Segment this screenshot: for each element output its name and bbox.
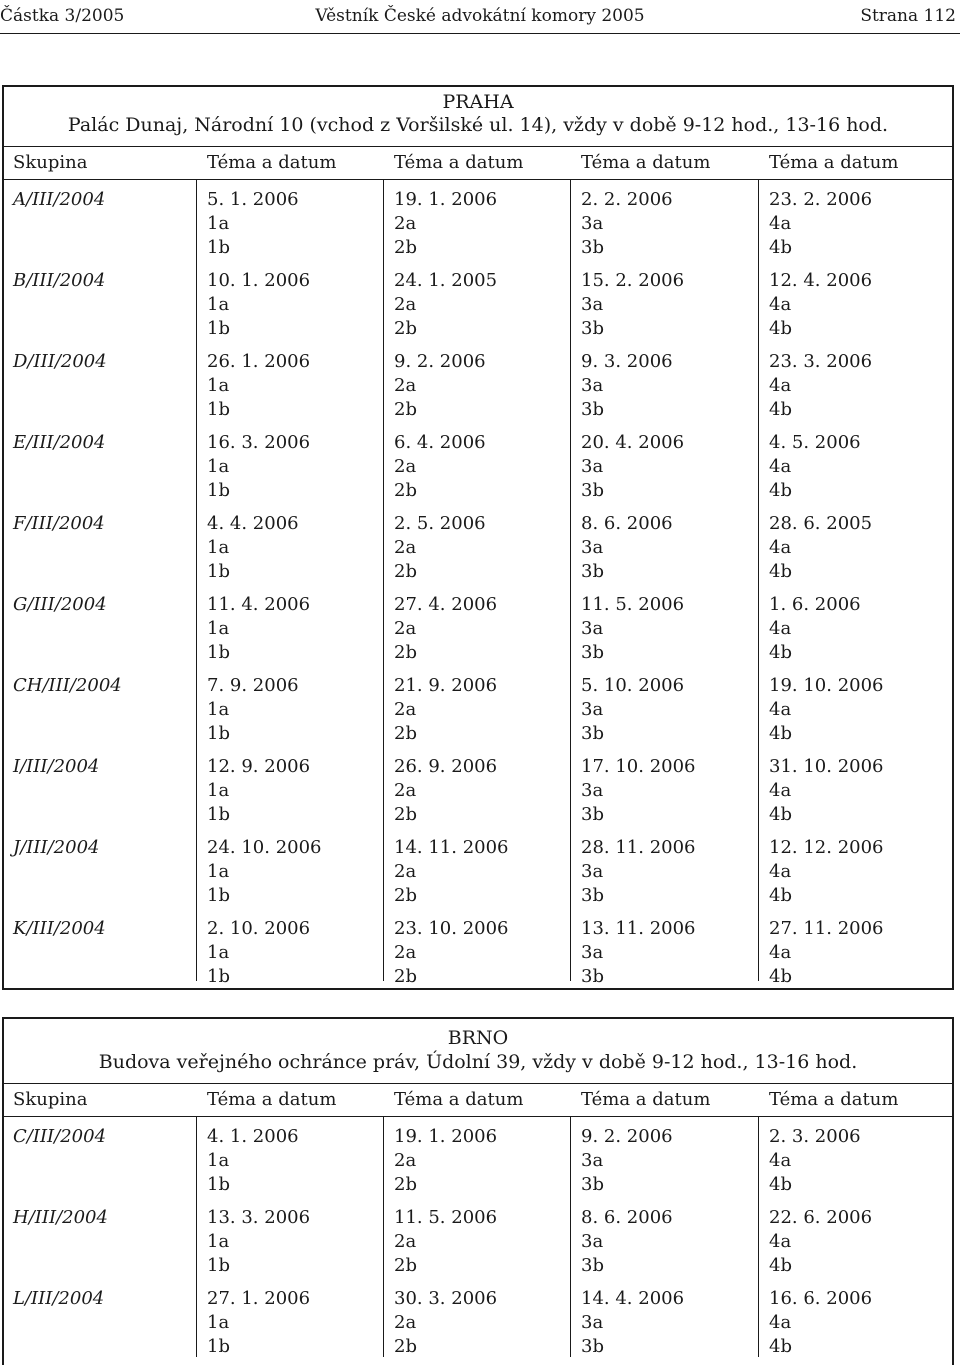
session-date: 12. 4. 2006	[769, 270, 873, 291]
topic-cell	[394, 836, 509, 908]
session-date: 9. 3. 2006	[581, 351, 673, 372]
session-part: 4b	[769, 966, 792, 987]
session-date: 8. 6. 2006	[581, 1207, 673, 1228]
session-part: 2a	[394, 213, 417, 234]
topic-cell	[207, 350, 310, 422]
group-code: D/III/2004	[13, 351, 107, 372]
topic-cell	[769, 1287, 872, 1359]
session-part: 2a	[394, 780, 417, 801]
column-header: Skupina	[13, 152, 88, 173]
session-part: 2b	[394, 642, 417, 663]
issue-number: Částka 3/2005	[0, 6, 125, 26]
session-date: 21. 9. 2006	[394, 675, 498, 696]
column-header: Téma a datum	[769, 1089, 899, 1110]
session-part: 2b	[394, 966, 417, 987]
session-part: 1a	[207, 942, 230, 963]
session-date: 10. 1. 2006	[207, 270, 311, 291]
session-part: 4b	[769, 642, 792, 663]
topic-cell	[769, 674, 884, 746]
session-part: 4a	[769, 1231, 792, 1252]
topic-cell	[769, 836, 884, 908]
session-date: 23. 10. 2006	[394, 918, 509, 939]
session-part: 4a	[769, 942, 792, 963]
table-row	[4, 917, 952, 998]
table-subtitle: Palác Dunaj, Národní 10 (vchod z Voršilské ul. 14), vždy v době 9-12 hod., 13-16 hod.	[67, 114, 889, 136]
topic-cell	[207, 269, 310, 341]
session-part: 1a	[207, 375, 230, 396]
topic-cell	[769, 1206, 872, 1278]
header-row	[4, 146, 952, 180]
page-number: Strana 112	[860, 6, 956, 26]
topic-cell	[769, 1125, 861, 1197]
session-part: 1b	[207, 642, 230, 663]
brno-schedule-table	[2, 1017, 954, 1365]
session-date: 5. 1. 2006	[207, 189, 299, 210]
session-part: 2b	[394, 1174, 417, 1195]
session-date: 8. 6. 2006	[581, 513, 673, 534]
column-header: Téma a datum	[394, 1089, 524, 1110]
group-code: C/III/2004	[13, 1126, 107, 1147]
session-part: 2b	[394, 480, 417, 501]
session-date: 13. 3. 2006	[207, 1207, 311, 1228]
session-part: 3a	[581, 1312, 604, 1333]
session-part: 2a	[394, 861, 417, 882]
session-date: 9. 2. 2006	[394, 351, 486, 372]
session-date: 2. 10. 2006	[207, 918, 311, 939]
session-part: 4b	[769, 318, 792, 339]
session-part: 3b	[581, 1255, 604, 1276]
session-part: 3b	[581, 804, 604, 825]
session-date: 27. 1. 2006	[207, 1288, 311, 1309]
session-part: 1b	[207, 885, 230, 906]
topic-cell	[769, 917, 884, 989]
topic-cell	[769, 269, 872, 341]
session-date: 19. 10. 2006	[769, 675, 884, 696]
topic-cell	[769, 512, 872, 584]
session-part: 1b	[207, 561, 230, 582]
column-header: Téma a datum	[581, 1089, 711, 1110]
column-header: Téma a datum	[394, 152, 524, 173]
table-row	[4, 269, 952, 350]
session-part: 2b	[394, 1336, 417, 1357]
table-row	[4, 350, 952, 431]
session-part: 1a	[207, 861, 230, 882]
session-part: 4a	[769, 375, 792, 396]
session-part: 1a	[207, 699, 230, 720]
session-date: 23. 3. 2006	[769, 351, 873, 372]
session-part: 1b	[207, 318, 230, 339]
session-date: 19. 1. 2006	[394, 1126, 498, 1147]
session-part: 1a	[207, 1231, 230, 1252]
session-date: 9. 2. 2006	[581, 1126, 673, 1147]
group-code: I/III/2004	[13, 756, 100, 777]
column-divider	[758, 1117, 759, 1357]
topic-cell	[207, 188, 299, 260]
session-date: 27. 11. 2006	[769, 918, 884, 939]
session-part: 4a	[769, 618, 792, 639]
session-date: 17. 10. 2006	[581, 756, 696, 777]
session-part: 3b	[581, 561, 604, 582]
session-part: 2a	[394, 618, 417, 639]
session-date: 28. 11. 2006	[581, 837, 696, 858]
session-part: 2b	[394, 318, 417, 339]
column-header: Téma a datum	[769, 152, 899, 173]
session-date: 2. 5. 2006	[394, 513, 486, 534]
session-part: 3a	[581, 1150, 604, 1171]
session-part: 3a	[581, 537, 604, 558]
session-date: 22. 6. 2006	[769, 1207, 873, 1228]
table-row	[4, 1287, 952, 1368]
session-part: 2a	[394, 942, 417, 963]
session-date: 1. 6. 2006	[769, 594, 861, 615]
topic-cell	[581, 917, 696, 989]
topic-cell	[207, 1125, 299, 1197]
column-divider	[196, 180, 197, 981]
session-part: 1a	[207, 1312, 230, 1333]
session-part: 4a	[769, 861, 792, 882]
session-part: 4b	[769, 480, 792, 501]
session-date: 4. 1. 2006	[207, 1126, 299, 1147]
session-part: 1a	[207, 780, 230, 801]
group-code: B/III/2004	[13, 270, 106, 291]
session-part: 3a	[581, 861, 604, 882]
session-date: 11. 5. 2006	[581, 594, 685, 615]
topic-cell	[394, 269, 497, 341]
table-row	[4, 431, 952, 512]
topic-cell	[394, 917, 509, 989]
session-date: 4. 5. 2006	[769, 432, 861, 453]
topic-cell	[207, 917, 310, 989]
topic-cell	[769, 188, 872, 260]
session-part: 2b	[394, 885, 417, 906]
session-part: 1b	[207, 723, 230, 744]
session-part: 3b	[581, 642, 604, 663]
column-divider	[758, 180, 759, 981]
session-part: 4a	[769, 213, 792, 234]
group-code: F/III/2004	[13, 513, 105, 534]
table-row	[4, 1125, 952, 1206]
table-row	[4, 188, 952, 269]
topic-cell	[581, 836, 696, 908]
session-part: 3a	[581, 213, 604, 234]
topic-cell	[394, 1206, 497, 1278]
session-part: 3b	[581, 399, 604, 420]
column-header: Téma a datum	[581, 152, 711, 173]
session-part: 1b	[207, 1336, 230, 1357]
column-divider	[570, 180, 571, 981]
session-date: 5. 10. 2006	[581, 675, 685, 696]
session-part: 2a	[394, 537, 417, 558]
group-code: H/III/2004	[13, 1207, 108, 1228]
session-part: 2a	[394, 1150, 417, 1171]
session-date: 14. 4. 2006	[581, 1288, 685, 1309]
session-part: 3a	[581, 294, 604, 315]
topic-cell	[769, 431, 861, 503]
session-part: 4b	[769, 1255, 792, 1276]
topic-cell	[581, 1125, 673, 1197]
session-part: 2b	[394, 561, 417, 582]
session-part: 4a	[769, 456, 792, 477]
topic-cell	[394, 593, 497, 665]
topic-cell	[769, 755, 884, 827]
session-part: 1a	[207, 1150, 230, 1171]
topic-cell	[394, 512, 486, 584]
topic-cell	[581, 1206, 673, 1278]
session-part: 1a	[207, 537, 230, 558]
session-part: 1b	[207, 804, 230, 825]
session-part: 1a	[207, 213, 230, 234]
session-part: 2a	[394, 1312, 417, 1333]
column-divider	[570, 1117, 571, 1357]
topic-cell	[207, 1206, 310, 1278]
session-part: 4a	[769, 1150, 792, 1171]
topic-cell	[581, 674, 684, 746]
session-date: 16. 6. 2006	[769, 1288, 873, 1309]
session-date: 4. 4. 2006	[207, 513, 299, 534]
session-part: 1b	[207, 237, 230, 258]
column-divider	[383, 180, 384, 981]
session-part: 3a	[581, 699, 604, 720]
session-date: 26. 1. 2006	[207, 351, 311, 372]
session-part: 3a	[581, 456, 604, 477]
session-date: 24. 1. 2005	[394, 270, 498, 291]
session-date: 2. 2. 2006	[581, 189, 673, 210]
session-part: 2b	[394, 1255, 417, 1276]
table-row	[4, 1206, 952, 1287]
table-title: BRNO	[447, 1027, 509, 1049]
session-date: 20. 4. 2006	[581, 432, 685, 453]
session-date: 14. 11. 2006	[394, 837, 509, 858]
topic-cell	[207, 755, 310, 827]
session-part: 3b	[581, 885, 604, 906]
topic-cell	[207, 674, 299, 746]
session-date: 6. 4. 2006	[394, 432, 486, 453]
session-date: 11. 4. 2006	[207, 594, 311, 615]
session-part: 4b	[769, 561, 792, 582]
topic-cell	[581, 431, 684, 503]
topic-cell	[581, 1287, 684, 1359]
session-date: 12. 9. 2006	[207, 756, 311, 777]
session-date: 16. 3. 2006	[207, 432, 311, 453]
topic-cell	[581, 269, 684, 341]
session-part: 3a	[581, 942, 604, 963]
table-row	[4, 512, 952, 593]
topic-cell	[581, 755, 696, 827]
session-part: 2b	[394, 399, 417, 420]
topic-cell	[207, 593, 310, 665]
session-part: 3a	[581, 1231, 604, 1252]
session-part: 1a	[207, 456, 230, 477]
column-divider	[383, 1117, 384, 1357]
column-header: Skupina	[13, 1089, 88, 1110]
session-part: 3b	[581, 318, 604, 339]
session-part: 4a	[769, 699, 792, 720]
topic-cell	[394, 431, 486, 503]
topic-cell	[394, 674, 497, 746]
topic-cell	[394, 1287, 497, 1359]
session-part: 1b	[207, 966, 230, 987]
topic-cell	[581, 512, 673, 584]
session-part: 3a	[581, 375, 604, 396]
topic-cell	[581, 188, 673, 260]
session-part: 2a	[394, 294, 417, 315]
table-row	[4, 593, 952, 674]
session-part: 1a	[207, 618, 230, 639]
session-part: 1b	[207, 1255, 230, 1276]
session-date: 23. 2. 2006	[769, 189, 873, 210]
session-part: 4b	[769, 237, 792, 258]
table-row	[4, 836, 952, 917]
session-part: 3b	[581, 966, 604, 987]
session-part: 3b	[581, 723, 604, 744]
topic-cell	[207, 512, 299, 584]
header-rule	[0, 33, 960, 34]
session-part: 3b	[581, 1174, 604, 1195]
session-part: 4b	[769, 1174, 792, 1195]
session-part: 4b	[769, 885, 792, 906]
journal-title: Věstník České advokátní komory 2005	[315, 6, 645, 26]
session-part: 2b	[394, 237, 417, 258]
session-part: 2b	[394, 804, 417, 825]
session-part: 4b	[769, 723, 792, 744]
group-code: K/III/2004	[13, 918, 106, 939]
session-date: 30. 3. 2006	[394, 1288, 498, 1309]
session-part: 4a	[769, 780, 792, 801]
session-part: 4a	[769, 294, 792, 315]
session-date: 15. 2. 2006	[581, 270, 685, 291]
session-part: 2a	[394, 375, 417, 396]
session-part: 1a	[207, 294, 230, 315]
session-part: 1b	[207, 1174, 230, 1195]
group-code: A/III/2004	[13, 189, 106, 210]
topic-cell	[394, 188, 497, 260]
session-date: 13. 11. 2006	[581, 918, 696, 939]
session-date: 19. 1. 2006	[394, 189, 498, 210]
table-title: PRAHA	[442, 91, 514, 113]
session-part: 3a	[581, 780, 604, 801]
session-part: 2a	[394, 1231, 417, 1252]
topic-cell	[394, 755, 497, 827]
session-part: 4b	[769, 399, 792, 420]
session-part: 4a	[769, 537, 792, 558]
topic-cell	[581, 593, 684, 665]
session-part: 2b	[394, 723, 417, 744]
session-part: 1b	[207, 399, 230, 420]
session-part: 4b	[769, 1336, 792, 1357]
session-part: 4b	[769, 804, 792, 825]
group-code: E/III/2004	[13, 432, 106, 453]
session-date: 11. 5. 2006	[394, 1207, 498, 1228]
session-part: 3b	[581, 480, 604, 501]
topic-cell	[394, 1125, 497, 1197]
group-code: J/III/2004	[13, 837, 100, 858]
header-row	[4, 1083, 952, 1117]
page-header	[0, 0, 960, 32]
topic-cell	[207, 431, 310, 503]
group-code: CH/III/2004	[13, 675, 122, 696]
session-part: 3a	[581, 618, 604, 639]
praha-schedule-table	[2, 85, 954, 990]
session-date: 31. 10. 2006	[769, 756, 884, 777]
group-code: L/III/2004	[13, 1288, 105, 1309]
session-part: 1b	[207, 480, 230, 501]
topic-cell	[394, 350, 486, 422]
session-date: 27. 4. 2006	[394, 594, 498, 615]
session-date: 24. 10. 2006	[207, 837, 322, 858]
topic-cell	[581, 350, 673, 422]
session-date: 28. 6. 2005	[769, 513, 873, 534]
session-part: 3b	[581, 1336, 604, 1357]
session-date: 12. 12. 2006	[769, 837, 884, 858]
session-date: 7. 9. 2006	[207, 675, 299, 696]
column-header: Téma a datum	[207, 1089, 337, 1110]
session-part: 2a	[394, 456, 417, 477]
column-divider	[196, 1117, 197, 1357]
topic-cell	[769, 350, 872, 422]
session-part: 3b	[581, 237, 604, 258]
table-row	[4, 674, 952, 755]
session-date: 26. 9. 2006	[394, 756, 498, 777]
group-code: G/III/2004	[13, 594, 107, 615]
table-row	[4, 755, 952, 836]
session-part: 2a	[394, 699, 417, 720]
table-subtitle: Budova veřejného ochránce práv, Údolní 39, vždy v době 9-12 hod., 13-16 hod.	[98, 1051, 858, 1073]
topic-cell	[207, 1287, 310, 1359]
session-part: 4a	[769, 1312, 792, 1333]
column-header: Téma a datum	[207, 152, 337, 173]
topic-cell	[207, 836, 322, 908]
topic-cell	[769, 593, 861, 665]
session-date: 2. 3. 2006	[769, 1126, 861, 1147]
